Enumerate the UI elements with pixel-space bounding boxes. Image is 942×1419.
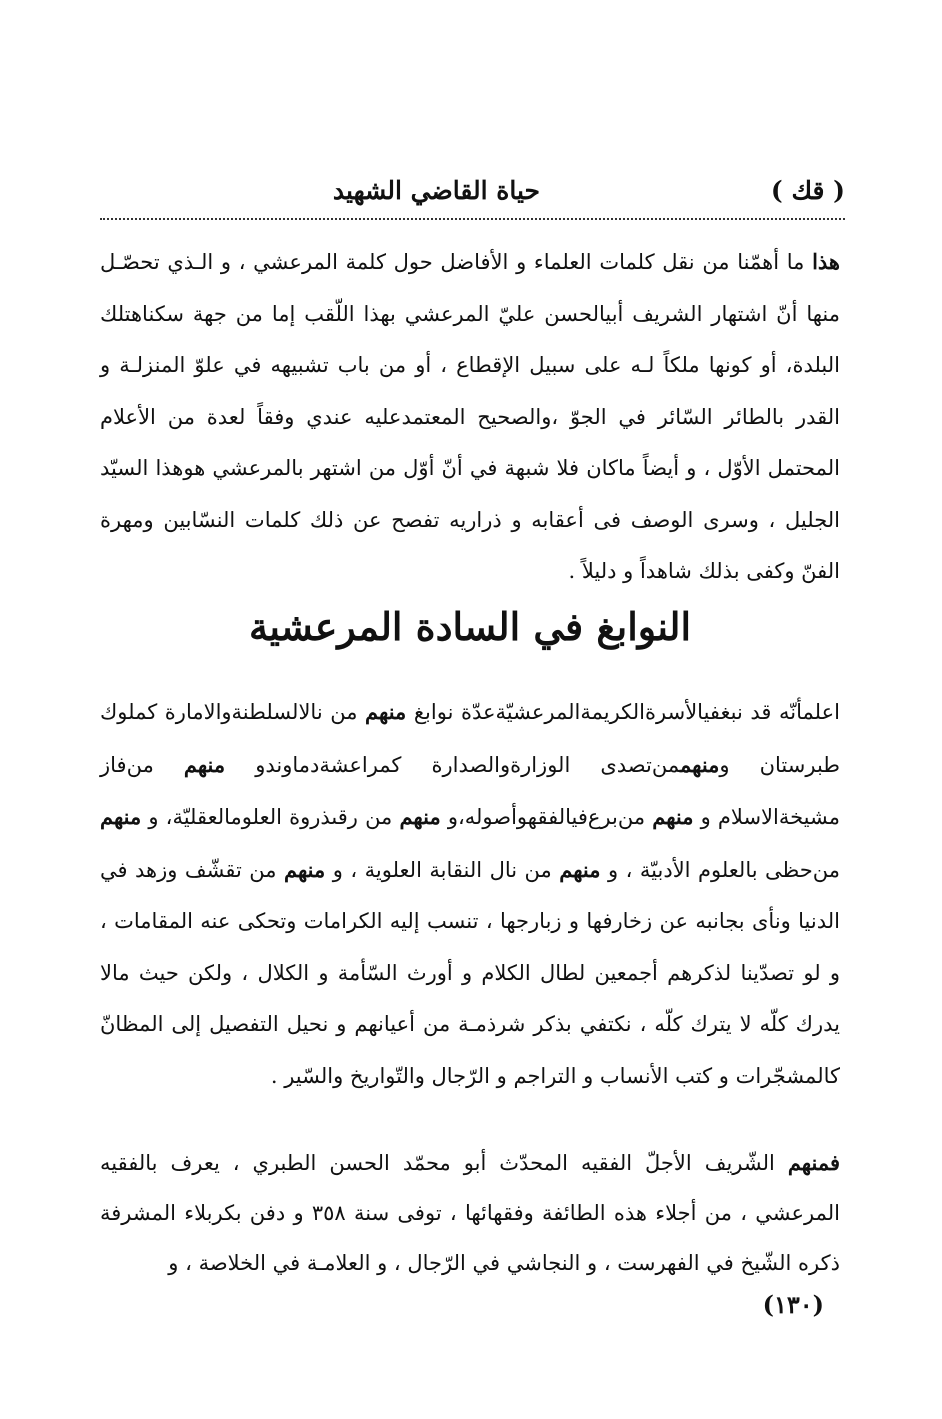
body-keyword-4: منهم xyxy=(652,804,694,829)
section-mark: ( قك ) xyxy=(770,176,845,205)
body-keyword-8: منهم xyxy=(284,856,326,882)
body-text-3: من‌تصدى الوزارةوالصدارة كمراعشةدماوندو xyxy=(225,752,680,777)
section-heading: النوابغ في السادة المرعشية xyxy=(248,604,692,649)
entry-text: الشّريف الأجلّ الفقيه المحدّث أبو محمّد الحسن الطبري ، يعرف بالفقيه المرعشي ، من أجلاء هذه الطائفة وفقهائها ، توفى سنة ٣٥٨ و دفن بكربلاء المشرفة ذكره الشّيخ في الفهرست ، و النجاشي في الرّجال ، و العلامـة في الخلاصة ، و xyxy=(100,1151,841,1275)
running-title: حياة القاضي الشهيد xyxy=(332,176,540,205)
body-text-1: اعلمأنّه قد نبغفيالأسرةالكريمةالمرعشيّةعدّة نوابغ xyxy=(413,700,840,724)
intro-paragraph xyxy=(100,236,840,598)
intro-lead-word: هذا xyxy=(812,249,840,274)
body-keyword-3: منهم xyxy=(183,751,226,777)
body-text-5: من‌برع‌فيالفقهوأصوله،و xyxy=(440,805,653,829)
body-keyword-5: منهم xyxy=(399,804,441,829)
entry-paragraph xyxy=(100,1138,840,1288)
body-text-4: من‌فاز مشيخةالاسلام و xyxy=(100,752,840,829)
body-keyword-2: منهم xyxy=(680,751,720,777)
body-text-2: من نالالسلطنةوالامارة كملوك طبرستان و xyxy=(100,700,841,777)
running-header xyxy=(100,172,845,220)
body-text-9: من تقشّف وزهد في الدنيا ونأى بجانبه عن زخارفها و زبارجها ، تنسب إليه الكرامات وتحكى عنه المقامات ، و لو تصدّينا لذكرهم أجمعين لطال الكلام و أورث السّأمة و الكلال ، ولكن حيث مالا يدرك كلّه لا يترك كلّه ، نكتفي بذكر شرذمـة من أعيانهم و نحيل التفصيل إلى المظانّ كالمشجّرات و كتب الأنساب و التراجم و الرّجال والتّواريخ والسّير . xyxy=(100,857,840,1088)
body-text-7: من‌حظى بالعلوم الأدبيّة ، و xyxy=(600,857,840,882)
body-keyword-7: منهم xyxy=(559,856,601,882)
body-text-6: من رقىذروة العلومالعقليّة، و xyxy=(141,805,400,829)
page-number: (١٣٠) xyxy=(762,1290,824,1319)
body-keyword-6: منهم xyxy=(100,804,142,829)
body-paragraph xyxy=(100,686,840,1102)
body-keyword-1: منهم xyxy=(365,699,407,724)
entry-lead-word: فمنهم xyxy=(787,1150,840,1175)
body-text-8: من نال النقابة العلوية ، و xyxy=(325,857,560,882)
intro-text: ما أهمّنا من نقل كلمات العلماء و الأفاضل حول كلمة المرعشي ، و الـذي تحصّـل منها أنّ اشتهار الشريف أبيالحسن عليّ المرعشي بهذا اللّقب إما من جهة سكناهتلك البلدة، أو كونها ملكاً لـه على سبيل الإقطاع ، أو من باب تشبيهه في علوّ المنزلـة و القدر بالطائر السّائر في الجوّ ،والصحيح المعتمدعليه عندي وفقاً لعدة من الأعلام المحتمل الأوّل ، و أيضاً ماكان فلا شبهة في أنّ أوّل من اشتهر بالمرعشي هوهذا السيّد الجليل ، وسرى الوصف فى أعقابه و ذراريه تفصح عن ذلك كلمات النسّابين ومهرة الفنّ وكفى بذلك شاهداً و دليلاً . xyxy=(100,250,840,583)
